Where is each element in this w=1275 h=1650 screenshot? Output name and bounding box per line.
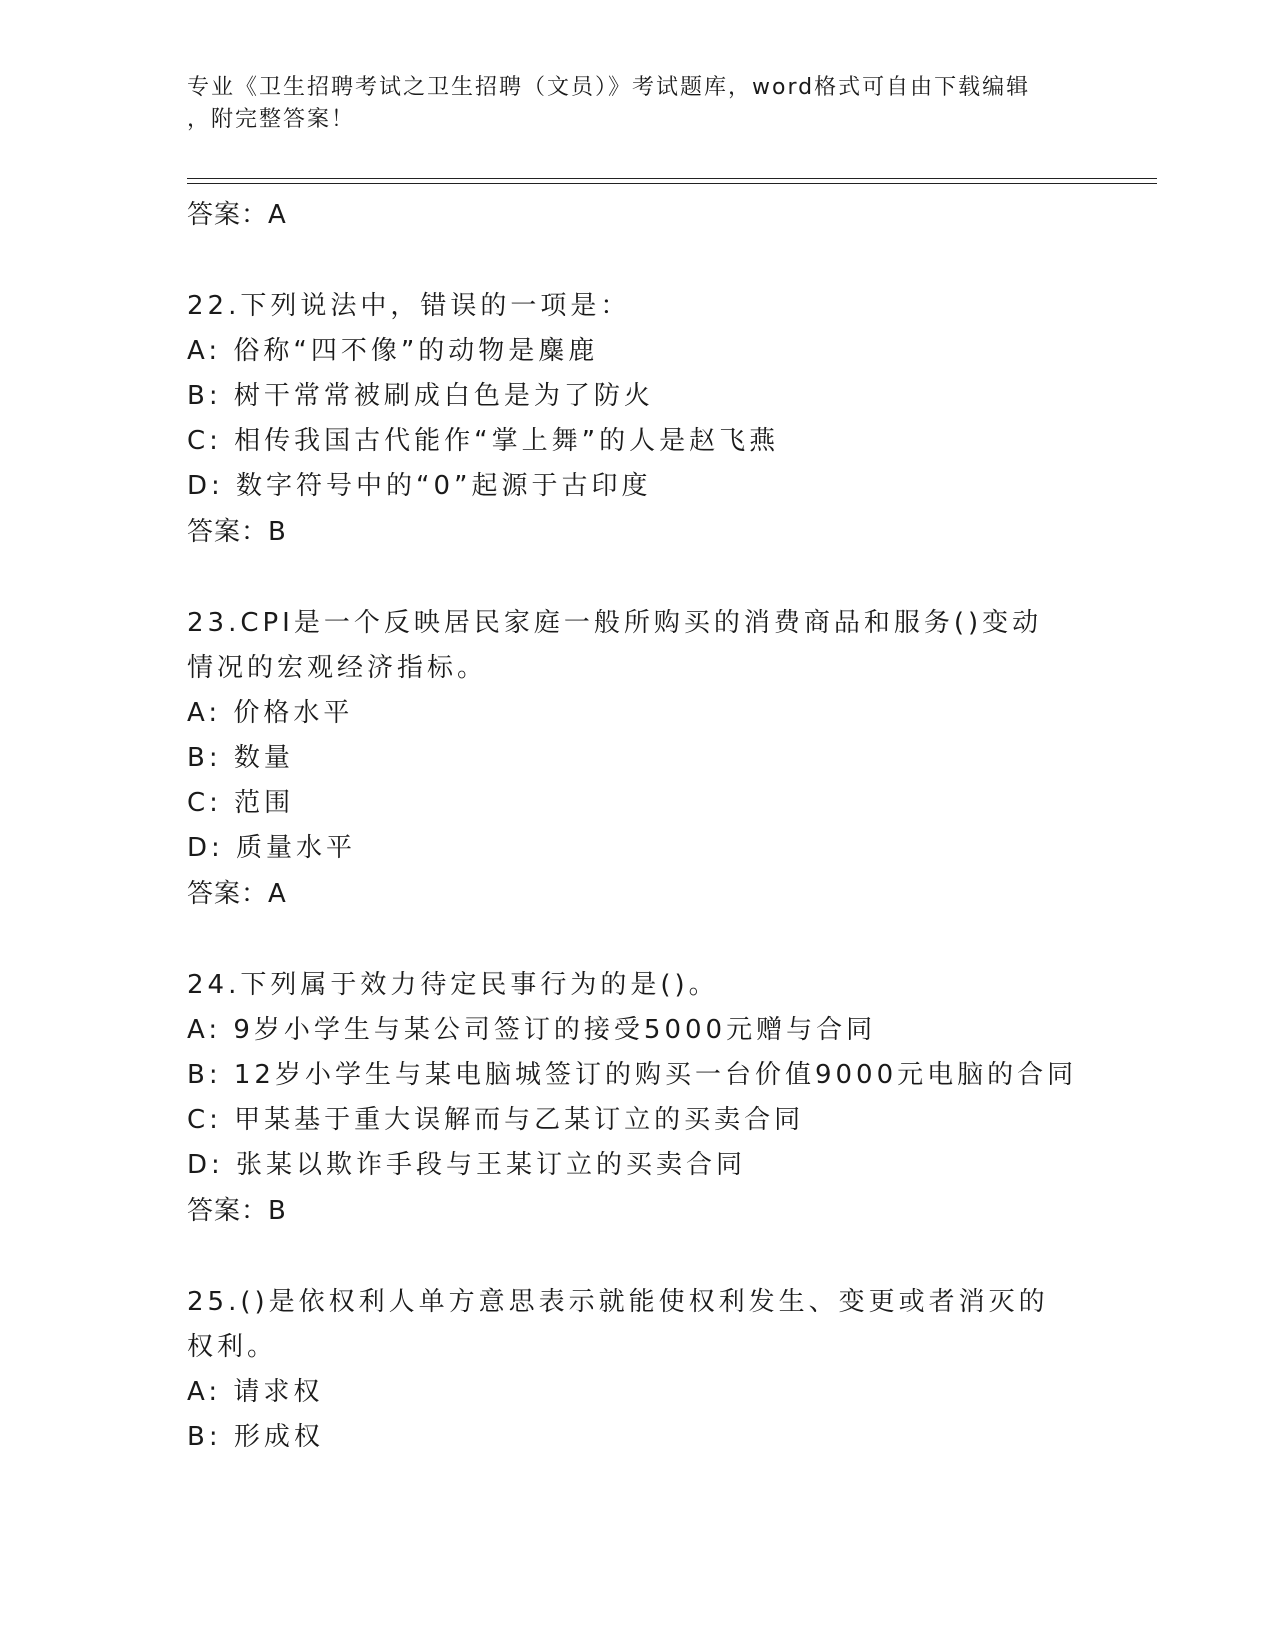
question-text: 22.下列说法中，错误的一项是： bbox=[187, 291, 631, 321]
option-a: A: 价格水平 bbox=[187, 698, 354, 728]
header-divider-bottom bbox=[187, 183, 1157, 184]
question-24 bbox=[187, 963, 1087, 1234]
option-a: A: 俗称“四不像”的动物是麋鹿 bbox=[187, 336, 599, 366]
option-c: C: 甲某基于重大误解而与乙某订立的买卖合同 bbox=[187, 1105, 805, 1135]
spacer bbox=[187, 555, 1087, 601]
question-22 bbox=[187, 284, 1087, 555]
answer-line: 答案：B bbox=[187, 517, 287, 547]
answer-line: 答案：A bbox=[187, 879, 287, 909]
question-25 bbox=[187, 1280, 1087, 1460]
header-line-1: 专业《卫生招聘考试之卫生招聘（文员）》考试题库，word格式可自由下载编辑 bbox=[187, 75, 1031, 100]
question-23 bbox=[187, 601, 1087, 917]
option-b: B: 形成权 bbox=[187, 1422, 324, 1452]
header-line-2: ，附完整答案！ bbox=[187, 107, 356, 132]
option-d: D: 质量水平 bbox=[187, 833, 357, 863]
header-divider-top bbox=[187, 178, 1157, 179]
answer-line: 答案：B bbox=[187, 1196, 287, 1226]
option-c: C: 相传我国古代能作“掌上舞”的人是赵飞燕 bbox=[187, 426, 780, 456]
spacer bbox=[187, 917, 1087, 963]
option-a: A: 请求权 bbox=[187, 1377, 324, 1407]
option-c: C: 范围 bbox=[187, 788, 295, 818]
question-text: 24.下列属于效力待定民事行为的是()。 bbox=[187, 970, 719, 1000]
question-list bbox=[187, 192, 1087, 1460]
option-a: A: 9岁小学生与某公司签订的接受5000元赠与合同 bbox=[187, 1015, 877, 1045]
question-text: 25.()是依权利人单方意思表示就能使权利发生、变更或者消灭的权利。 bbox=[187, 1287, 1049, 1362]
document-header bbox=[187, 72, 1067, 136]
option-b: B: 数量 bbox=[187, 743, 294, 773]
option-b: B: 树干常常被刷成白色是为了防火 bbox=[187, 381, 654, 411]
option-b: B: 12岁小学生与某电脑城签订的购买一台价值9000元电脑的合同 bbox=[187, 1060, 1078, 1090]
spacer bbox=[187, 1234, 1087, 1280]
spacer bbox=[187, 238, 1087, 284]
question-text: 23.CPI是一个反映居民家庭一般所购买的消费商品和服务()变动情况的宏观经济指标。 bbox=[187, 608, 1043, 683]
option-d: D: 数字符号中的“0”起源于古印度 bbox=[187, 471, 652, 501]
option-d: D: 张某以欺诈手段与王某订立的买卖合同 bbox=[187, 1150, 747, 1180]
answer-line: 答案：A bbox=[187, 200, 287, 230]
